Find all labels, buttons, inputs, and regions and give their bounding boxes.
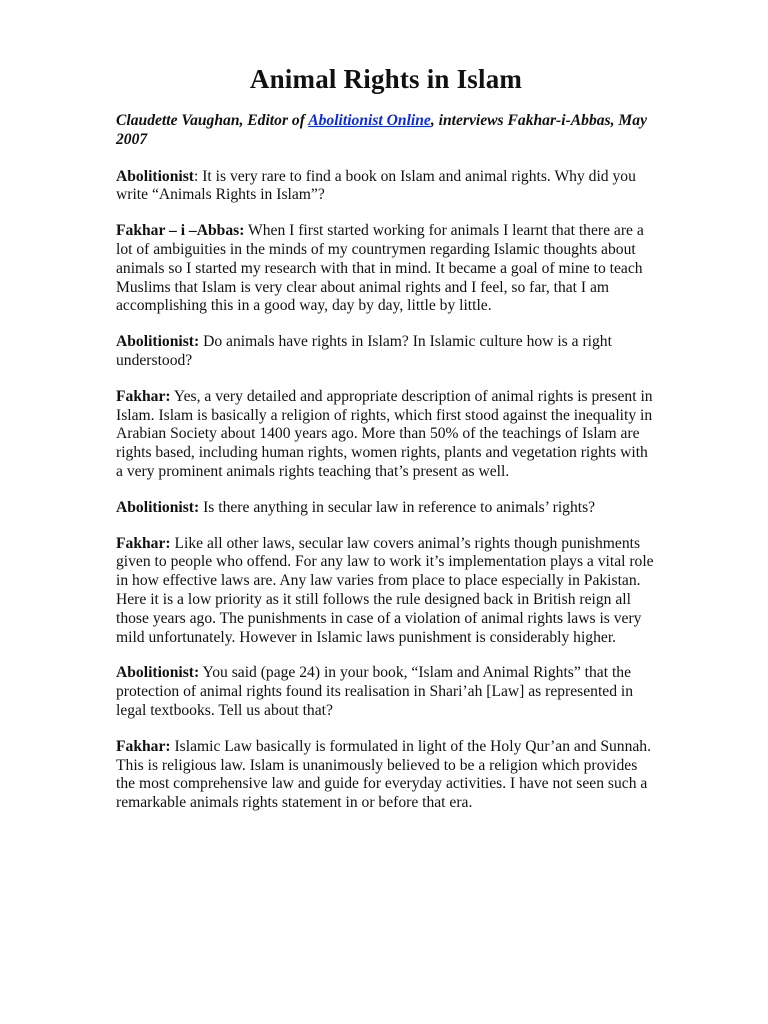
speaker-label: Abolitionist: xyxy=(116,498,200,516)
speaker-label: Fakhar: xyxy=(116,387,171,405)
interview-paragraph xyxy=(116,738,656,813)
paragraph-text: Do animals have rights in Islam? In Islamic culture how is a right understood? xyxy=(116,333,612,369)
paragraph-text: When I first started working for animals I learnt that there are a lot of ambiguities in the minds of my countrymen regarding Islamic thoughts about animals so I started my research with that in mind. It became a goal of mine to teach Muslims that Islam is very clear about animal rights and I feel, so far, that I am accomplishing this in a good way, day by day, little by little. xyxy=(116,222,644,315)
paragraph-text: Like all other laws, secular law covers animal’s rights though punishments given to people who offend. For any law to work it’s implementation plays a vital role in how effective laws are. Any law varies from place to place especially in Pakistan. Here it is a low priority as it still follows the rule designed back in British reign all those years ago. The punishments in case of a violation of animal rights laws is very mild unfortunately. However in Islamic laws punishment is considerably higher. xyxy=(116,534,654,646)
paragraph-text: Yes, a very detailed and appropriate description of animal rights is present in Islam. Islam is basically a religion of rights, which first stood against the inequality in Arabian Society about 1400 years ago. More than 50% of the teachings of Islam are rights based, including human rights, women rights, plants and vegetation rights with a very prominent animals rights teaching that’s present as well. xyxy=(116,387,653,480)
speaker-label: Abolitionist: xyxy=(116,333,200,351)
interview-paragraph xyxy=(116,664,656,720)
interview-paragraph xyxy=(116,222,656,316)
interview-paragraph xyxy=(116,168,656,206)
interview-paragraph xyxy=(116,499,656,518)
interview-paragraph xyxy=(116,333,656,371)
speaker-label: Fakhar: xyxy=(116,737,171,755)
document-title: Animal Rights in Islam xyxy=(249,64,523,94)
byline xyxy=(116,112,656,150)
interview-paragraph xyxy=(116,388,656,482)
speaker-separator: : xyxy=(193,167,203,185)
speaker-label: Fakhar – i –Abbas: xyxy=(116,222,245,240)
byline-suffix: , interviews Fakhar-i-Abbas, May 2007 xyxy=(116,112,648,148)
paragraph-text: Is there anything in secular law in reference to animals’ rights? xyxy=(203,498,596,516)
speaker-label: Fakhar: xyxy=(116,534,171,552)
byline-prefix: Claudette Vaughan, Editor of xyxy=(116,112,309,129)
abolitionist-online-link[interactable]: Abolitionist Online xyxy=(308,112,431,129)
interview-paragraph xyxy=(116,535,656,648)
speaker-label: Abolitionist: xyxy=(116,664,200,682)
paragraph-text: Islamic Law basically is formulated in light of the Holy Qur’an and Sunnah. This is religious law. Islam is unanimously believed to be a religion which provides the most comprehensive law and guide for everyday activities. I have not seen such a remarkable animals rights statement in or before that era. xyxy=(116,737,651,812)
speaker-label: Abolitionist xyxy=(116,167,194,185)
paragraph-text: You said (page 24) in your book, “Islam and Animal Rights” that the protection of animal rights found its realisation in Shari’ah [Law] as represented in legal textbooks. Tell us about that? xyxy=(116,664,634,719)
document-page xyxy=(116,62,656,830)
paragraph-text: It is very rare to find a book on Islam and animal rights. Why did you write “Animals Rights in Islam”? xyxy=(116,167,636,204)
